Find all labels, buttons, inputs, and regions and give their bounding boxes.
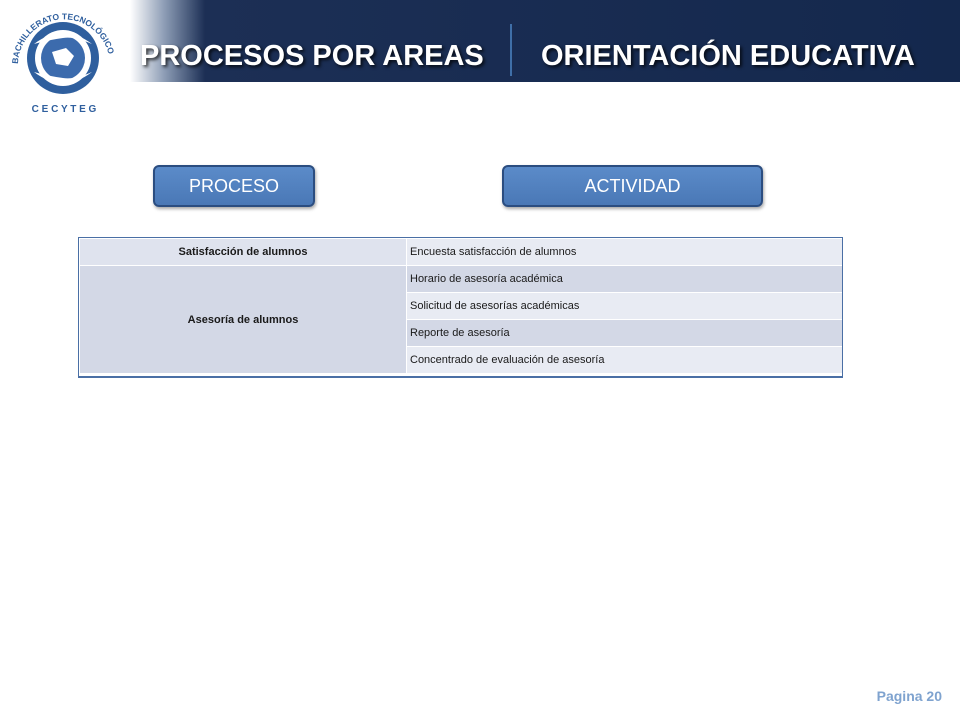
- table-row: [80, 266, 843, 293]
- activity-cell: Encuesta satisfacción de alumnos: [407, 239, 843, 266]
- logo-text-top: BACHILLERATO TECNOLÓGICO: [9, 11, 117, 65]
- activity-cell: Solicitud de asesorías académicas: [407, 293, 843, 320]
- title-separator: [510, 24, 512, 76]
- process-cell: Satisfacción de alumnos: [80, 239, 407, 266]
- cecyteg-logo-icon: [4, 2, 122, 120]
- process-table: [79, 238, 843, 374]
- title-right: ORIENTACIÓN EDUCATIVA: [541, 40, 915, 72]
- process-cell: Asesoría de alumnos: [80, 266, 407, 374]
- page-number: Pagina 20: [876, 688, 942, 704]
- actividad-label: ACTIVIDAD: [502, 165, 763, 207]
- activity-cell: Reporte de asesoría: [407, 320, 843, 347]
- proceso-label: PROCESO: [153, 165, 315, 207]
- logo-text-bottom: C E C Y T E G: [31, 104, 97, 115]
- title-left: PROCESOS POR AREAS: [140, 40, 484, 72]
- activity-cell: Concentrado de evaluación de asesoría: [407, 347, 843, 374]
- table-row: [80, 239, 843, 266]
- activity-cell: Horario de asesoría académica: [407, 266, 843, 293]
